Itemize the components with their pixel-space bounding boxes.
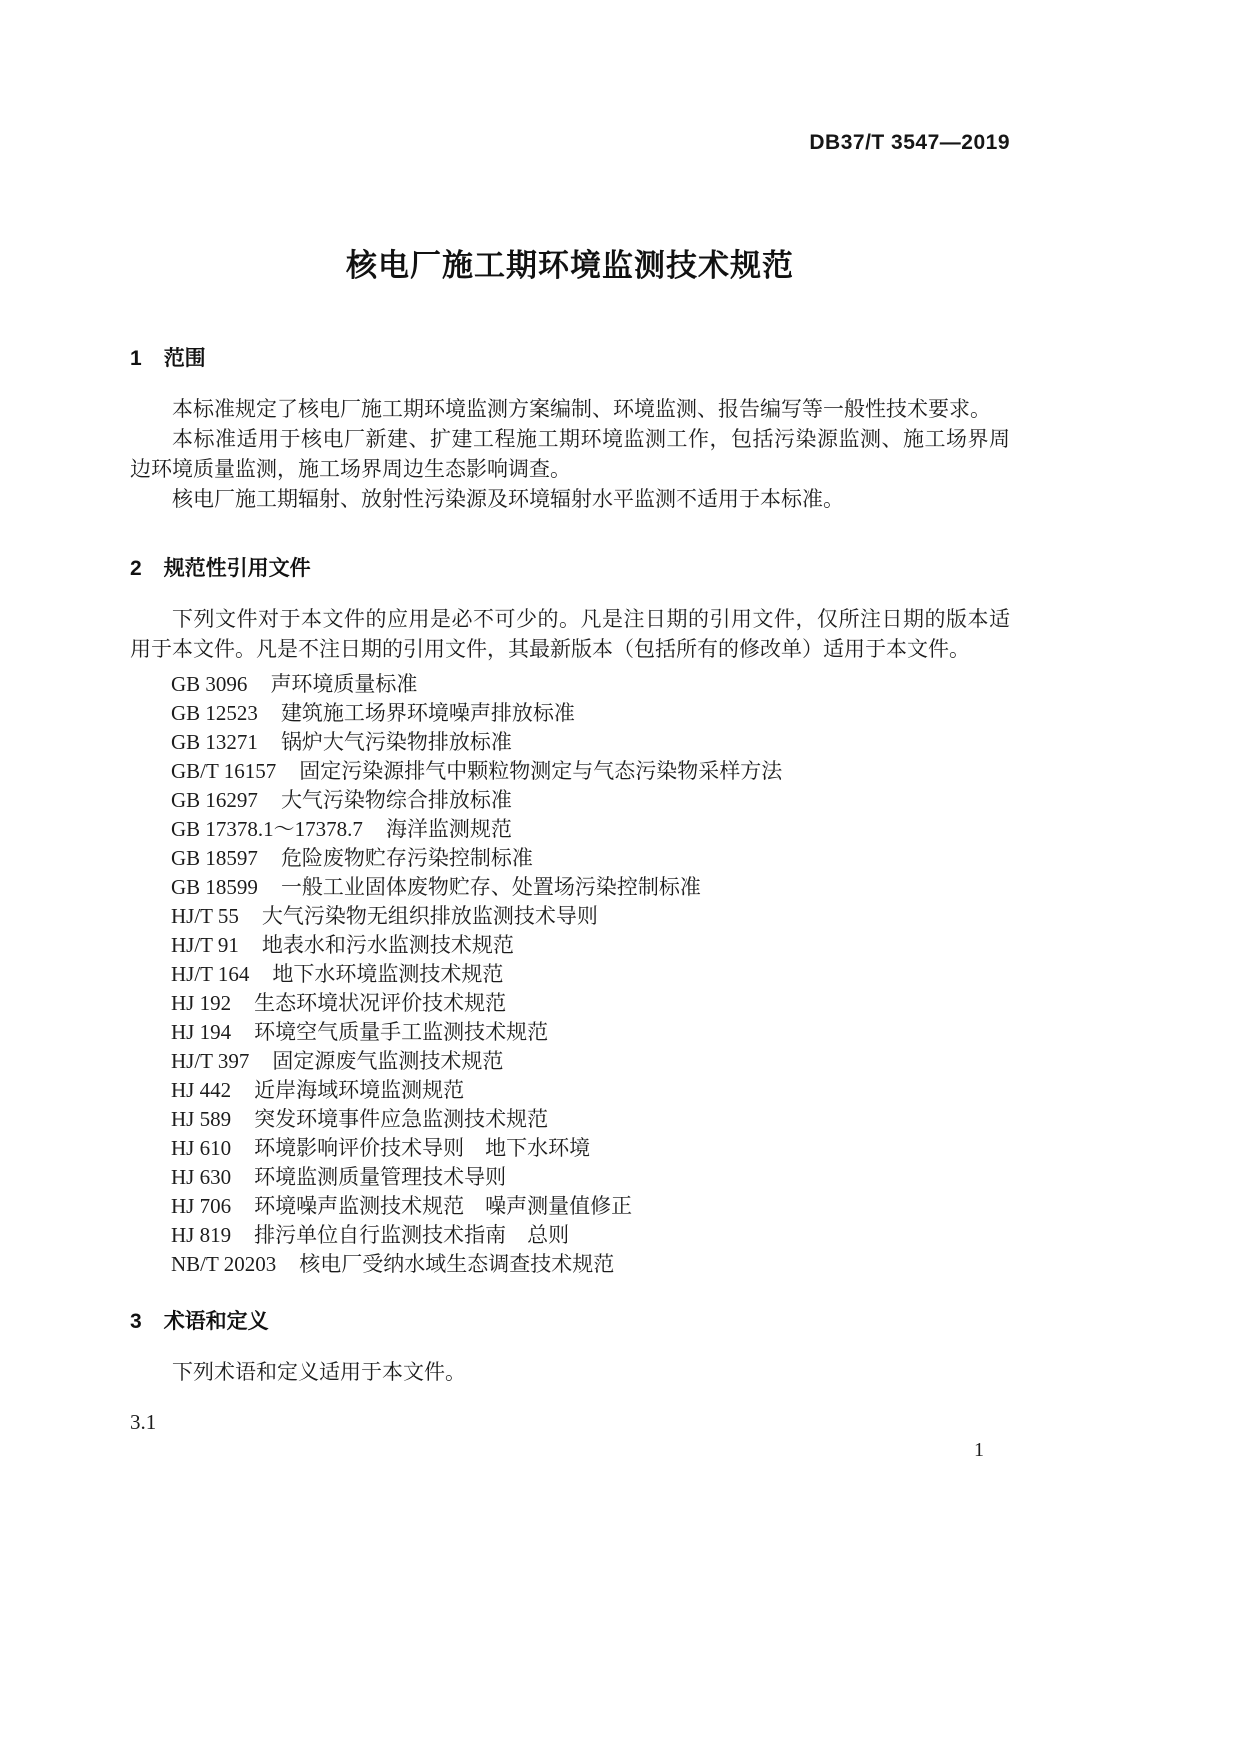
section-3-heading — [130, 1307, 1010, 1337]
section-2-intro-paragraph: 下列文件对于本文件的应用是必不可少的。凡是注日期的引用文件，仅所注日期的版本适用于本文件。凡是不注日期的引用文件，其最新版本（包括所有的修改单）适用于本文件。 — [130, 607, 1010, 661]
section-3-paragraph: 下列术语和定义适用于本文件。 — [172, 1360, 466, 1384]
reference-code: GB 18599 — [171, 875, 258, 899]
reference-item — [171, 815, 1010, 844]
reference-code: HJ 194 — [171, 1020, 232, 1044]
reference-name: 声环境质量标准 — [270, 672, 418, 696]
section-1-paragraph: 本标准适用于核电厂新建、扩建工程施工期环境监测工作，包括污染源监测、施工场界周边环境质量监测，施工场界周边生态影响调查。 — [130, 427, 1010, 481]
reference-item — [171, 1163, 1010, 1192]
reference-code: HJ/T 397 — [171, 1049, 250, 1073]
reference-item — [171, 960, 1010, 989]
reference-name: 排污单位自行监测技术指南 总则 — [254, 1223, 570, 1247]
reference-code: HJ 706 — [171, 1194, 232, 1218]
reference-name: 地下水环境监测技术规范 — [272, 962, 504, 986]
reference-item — [171, 1221, 1010, 1250]
section-1-paragraph: 核电厂施工期辐射、放射性污染源及环境辐射水平监测不适用于本标准。 — [172, 487, 844, 511]
reference-item — [171, 1250, 1010, 1279]
reference-code: HJ 610 — [171, 1136, 232, 1160]
reference-item — [171, 757, 1010, 786]
section-2-title: 规范性引用文件 — [163, 557, 311, 580]
reference-name: 锅炉大气污染物排放标准 — [280, 730, 512, 754]
subsection-3-1-label: 3.1 — [130, 1410, 157, 1434]
reference-item — [171, 786, 1010, 815]
reference-item — [171, 1018, 1010, 1047]
reference-item — [171, 989, 1010, 1018]
reference-name: 环境影响评价技术导则 地下水环境 — [254, 1136, 591, 1160]
reference-item — [171, 931, 1010, 960]
reference-code: HJ 442 — [171, 1078, 232, 1102]
reference-name: 大气污染物无组织排放监测技术导则 — [261, 904, 598, 928]
section-2-number: 2 — [130, 557, 142, 580]
references-list — [171, 670, 1010, 1279]
reference-item — [171, 902, 1010, 931]
reference-item — [171, 1134, 1010, 1163]
reference-code: GB/T 16157 — [171, 759, 277, 783]
section-1-number: 1 — [130, 347, 142, 370]
reference-name: 危险废物贮存污染控制标准 — [280, 846, 533, 870]
reference-name: 生态环境状况评价技术规范 — [254, 991, 507, 1015]
reference-item — [171, 873, 1010, 902]
reference-name: 核电厂受纳水域生态调查技术规范 — [299, 1252, 615, 1276]
reference-name: 固定污染源排气中颗粒物测定与气态污染物采样方法 — [299, 759, 783, 783]
reference-code: HJ 589 — [171, 1107, 232, 1131]
reference-item — [171, 699, 1010, 728]
reference-code: HJ 192 — [171, 991, 232, 1015]
reference-code: HJ 819 — [171, 1223, 232, 1247]
reference-item — [171, 1047, 1010, 1076]
section-3-title: 术语和定义 — [163, 1310, 269, 1333]
reference-code: HJ/T 164 — [171, 962, 250, 986]
reference-name: 环境监测质量管理技术导则 — [254, 1165, 507, 1189]
section-1-paragraph: 本标准规定了核电厂施工期环境监测方案编制、环境监测、报告编写等一般性技术要求。 — [172, 397, 991, 421]
section-2-heading — [130, 554, 1010, 584]
reference-code: HJ 630 — [171, 1165, 232, 1189]
reference-name: 环境噪声监测技术规范 噪声测量值修正 — [254, 1194, 633, 1218]
reference-item — [171, 1105, 1010, 1134]
page-number: 1 — [974, 1439, 984, 1461]
reference-code: GB 18597 — [171, 846, 258, 870]
reference-name: 一般工业固体废物贮存、处置场污染控制标准 — [280, 875, 701, 899]
reference-name: 海洋监测规范 — [385, 817, 512, 841]
reference-code: GB 13271 — [171, 730, 258, 754]
reference-item — [171, 1076, 1010, 1105]
standard-code: DB37/T 3547—2019 — [809, 131, 1010, 154]
reference-name: 突发环境事件应急监测技术规范 — [254, 1107, 549, 1131]
reference-code: GB 3096 — [171, 672, 248, 696]
reference-item — [171, 670, 1010, 699]
reference-code: HJ/T 55 — [171, 904, 239, 928]
document-title: 核电厂施工期环境监测技术规范 — [346, 248, 794, 283]
reference-code: GB 16297 — [171, 788, 258, 812]
reference-code: GB 17378.1～17378.7 — [171, 817, 363, 841]
reference-name: 建筑施工场界环境噪声排放标准 — [280, 701, 575, 725]
reference-item — [171, 728, 1010, 757]
reference-name: 近岸海域环境监测规范 — [254, 1078, 465, 1102]
reference-item — [171, 844, 1010, 873]
reference-code: HJ/T 91 — [171, 933, 239, 957]
reference-code: NB/T 20203 — [171, 1252, 277, 1276]
reference-code: GB 12523 — [171, 701, 258, 725]
reference-name: 地表水和污水监测技术规范 — [261, 933, 514, 957]
reference-item — [171, 1192, 1010, 1221]
reference-name: 固定源废气监测技术规范 — [272, 1049, 504, 1073]
section-1-title: 范围 — [163, 347, 206, 370]
reference-name: 大气污染物综合排放标准 — [280, 788, 512, 812]
section-3-number: 3 — [130, 1310, 142, 1333]
section-1-heading — [130, 344, 1010, 374]
reference-name: 环境空气质量手工监测技术规范 — [254, 1020, 549, 1044]
